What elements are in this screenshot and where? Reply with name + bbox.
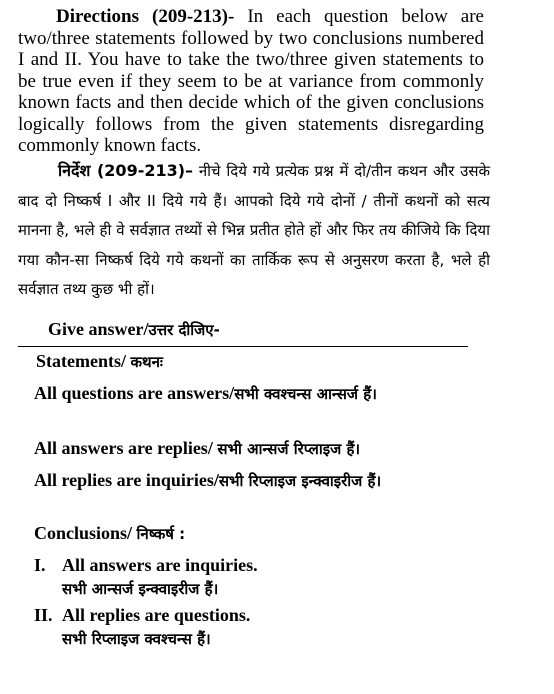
conclusion-1-hi: सभी आन्सर्ज इन्क्वाइरीज हैं। — [62, 580, 219, 598]
give-answer-line — [48, 319, 220, 340]
give-answer-en: Give answer/ — [48, 319, 149, 339]
statement-3 — [34, 466, 504, 495]
conclusion-1-en: All answers are inquiries. — [62, 555, 258, 575]
conclusions-heading-en: Conclusions/ — [34, 523, 137, 543]
conclusions-heading — [34, 523, 185, 544]
directions-english — [18, 6, 484, 157]
conclusions-heading-hi: निष्कर्ष : — [136, 525, 186, 543]
statement-3-hi: सभी रिप्लाइज इन्क्वाइरीज हैं। — [218, 472, 382, 490]
divider-line — [18, 346, 468, 347]
conclusion-2-en: All replies are questions. — [62, 605, 251, 625]
statements-heading-en: Statements/ — [36, 351, 131, 371]
statement-2 — [34, 434, 504, 463]
conclusion-2-number: II. — [34, 605, 53, 625]
conclusion-1-number: I. — [34, 555, 46, 575]
directions-label-hi: निर्देश (209-213)– — [58, 161, 194, 180]
statement-1-en: All questions are answers/ — [34, 383, 235, 403]
statement-2-en: All answers are replies/ — [34, 438, 218, 458]
directions-text-en: In each question below are two/three statements followed by two conclusions numbered I and II. You have to take the two/three given statements to be true even if they seem to be at variance from commonly known facts and then decide which of the given conclusions logically follows from the given statements disregarding commonly known facts. — [18, 6, 484, 156]
directions-text-hi: नीचे दिये गये प्रत्येक प्रश्न में दो/तीन कथन और उसके बाद दो निष्कर्ष I और II दिये गये हैं। आपको दिये गये दोनों / तीनों कथनों को सत्य मानना है, भले ही वे सर्वज्ञात तथ्यों से भिन्न प्रतीत होते हों और फिर तय कीजिये कि दिया गया कौन-सा निष्कर्ष दिये गये कथनों का तार्किक रूप से अनुसरण करता है, भले ही सर्वज्ञात तथ्य कुछ भी हों। — [18, 162, 490, 298]
statement-1 — [34, 379, 504, 408]
give-answer-hi: उत्तर दीजिए- — [148, 321, 220, 339]
conclusion-2-hi: सभी रिप्लाइज क्वश्चन्स हैं। — [62, 630, 211, 648]
statement-3-en: All replies are inquiries/ — [34, 470, 219, 490]
statements-heading-hi: कथनः — [130, 353, 163, 371]
statement-1-hi: सभी क्वश्चन्स आन्सर्ज हैं। — [234, 385, 377, 403]
directions-hindi — [18, 156, 490, 305]
statement-2-hi: सभी आन्सर्ज रिप्लाइज हैं। — [217, 440, 361, 458]
directions-label-en: Directions (209-213)- — [56, 6, 235, 27]
statements-heading — [36, 351, 163, 372]
